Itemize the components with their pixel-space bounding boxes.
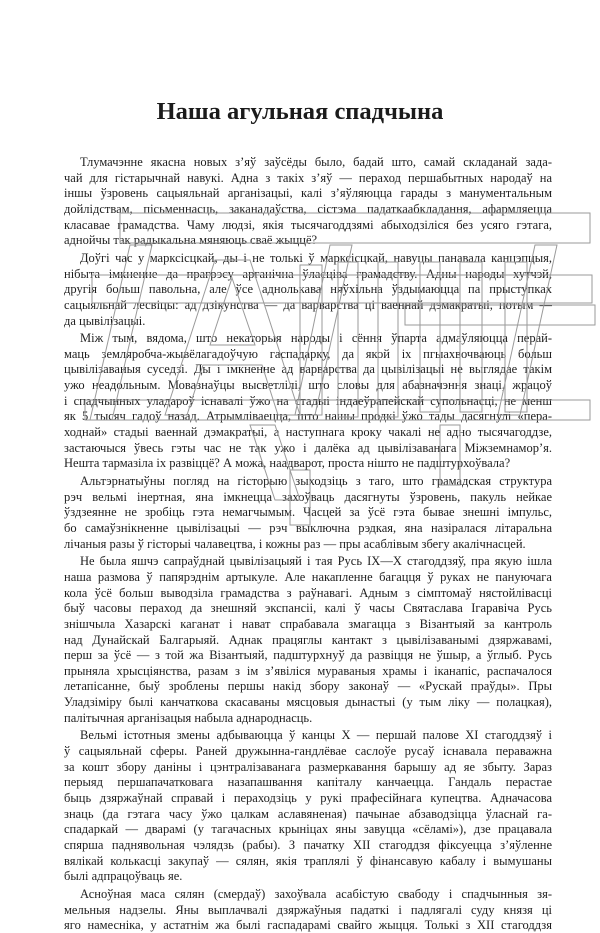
text-line: Між тым, вядома, што некаторыя народы і сёння ўпарта адмаўляюцца перай- xyxy=(80,331,552,346)
text-line: Тлумачэнне якасна новых з’яў заўсёды было, бадай што, самай складанай зада- xyxy=(80,155,552,169)
text-line: наша размова ў папярэднім артыкуле. Але накапленне багацця ў руках не пануючага xyxy=(64,569,552,584)
text-line: былі адпрацоўваць яе. xyxy=(64,869,183,884)
text-line: аднойчы так радыкальна мяняюць сваё жыццё? xyxy=(64,233,318,248)
text-line: дойлідствам, пісьменнасць, заканадаўства, сістэма падаткаабкладання, афармляецца xyxy=(64,202,552,216)
text-line: кола ўсё больш выводзіла грамадства з раўнавагі. Адным з сімптомаў нястойлівасці xyxy=(64,585,552,600)
page-title: Наша агульная спадчына xyxy=(156,98,444,125)
text-line: ў сацыяльнай сферы. Раней дружынна-гандлёвае саслоўе русаў існавала пераважна xyxy=(64,744,552,758)
text-line: Уладзіміру былі канчаткова скасаваны мясцовыя дынастыі (у тым ліку — полацкая), xyxy=(64,695,552,710)
text-line: за кошт збору даніны і цэнтралізаванага размеркавання барышу ад яе збыту. Зараз xyxy=(64,759,552,774)
text-line: мельныя надзелы. Яны выплачвалі дзяржаўныя падаткі і падлягалі суду князя ці xyxy=(64,902,552,917)
text-line: ўздзеянне не зробіць гэта немагчымым. Часцей за ўсё гэта бывае знешні імпульс, xyxy=(64,505,552,520)
text-line: сацыяльнай лесвіцы: ад дзікунства — да варварства ці ваеннай дэмакратыі, потым — xyxy=(64,297,552,312)
text-line: спярша паднявольная чэлядзь (рабы). З пачатку XII стагоддзя фіксуецца з’яўленне xyxy=(64,837,552,852)
text-line: быў часовы пераход да знешняй экспансіі, калі ў часы Святаслава Ігаравіча Русь xyxy=(64,601,552,616)
text-line: ходнай» стадыі ваеннай дэмакратыі, а наступнага кроку чакалі не адно тысячагоддзе, xyxy=(64,425,552,439)
text-line: знішчыла Хазарскі каганат і нават спрабавала змагацца з Візантыяй за кантроль xyxy=(64,616,552,631)
text-line: рэч вельмі інертная, яна імкнецца захоўваць дасягнуты ўзровень, пакуль нейкае xyxy=(64,489,552,504)
text-line: над Дунайскай Балгарыяй. Аднак працяглы кантакт з цывілізаванымі дзяржавамі, xyxy=(64,632,552,647)
text-line: іншы ўзровень сацыяльнай арганізацыі, калі з’яўляюцца гарады з манументальным xyxy=(64,186,552,201)
text-line: цывілізаваныя суседзі. Ды і імкненне ад варварства да цывілізацыі не выглядае такім xyxy=(64,362,552,377)
text-line: знаць (да гэтага часу ўжо цалкам аславяненая) пачынае абзаводзіцца ўласнай га- xyxy=(64,806,552,821)
text-line: застаючыся ўвесь гэты час не так ужо і далёка ад цывілізаванага Міжземнамор’я. xyxy=(64,440,552,455)
text-line: спадаркай — дварамі (у тагачасных крыніцах яны завуцца «сёламі»), дзе працавала xyxy=(64,822,552,837)
text-line: перыяд першапачатковага назапашвання капіталу канчаецца. Гандаль перастае xyxy=(64,775,552,790)
text-line: чай для гістарычнай навукі. Адна з такіх з’яў — пераход першабытных народаў на xyxy=(64,170,552,185)
text-line: да цывілізацыі. xyxy=(64,313,146,328)
text-line: маць земляробча-жывёлагадоўчую гаспадарку, да якой іх пгыахвочваюць больш xyxy=(64,346,552,361)
text-line: бо самаўзнікненне цывілізацыі — рэч выключна рэдкая, яна назіралася літаральна xyxy=(64,520,552,535)
text-line: вялікай колькасці закупаў — сялян, якія траплялі ў фінансавую кабалу і вымушаны xyxy=(64,853,552,868)
text-line: і спадчынных уладароў існавалі ўжо на стадыі індаеўрапейскай супольнасці, не менш xyxy=(64,393,552,408)
text-line: перш за ўсё — з той жа Візантыяй, падштурхнуў да развіцця не ўшыр, а ўглыб. Русь xyxy=(64,648,552,663)
text-line: нібыта імкненне да прагрэсу арганічна ўласціва грамадству. Адны народы хутчэй, xyxy=(64,266,552,281)
text-line: Нешта тармазіла іх развіццё? А можа, наадварот, проста нішто не падштурхоўвала? xyxy=(64,456,511,471)
text-line: яго намесніка, у астатнім жа былі гаспадарамі свайго жыцця. Толькі з XII стагоддзя xyxy=(64,918,552,933)
text-line: Доўгі час у марксісцкай, ды і не толькі ў марксісцкай, навуцы панавала канцэпцыя, xyxy=(80,250,552,265)
text-line: Не была яшчэ сапраўднай цывілізацыяй і тая Русь IX—X стагоддзяў, пра якую ішла xyxy=(80,554,552,569)
text-line: другія больш павольна, але ўсе аднолькава няўхільна ўздымаюцца па прыступках xyxy=(64,282,552,297)
text-line: як 5 тысяч гадоў назад. Атрымліваецца, што нашы продкі ўжо тады дасягнулі «пера- xyxy=(64,409,552,424)
text-line: лічаныя разы ў гісторыі чалавецтва, і кожны раз — пры асаблівым збегу акалічнасцей. xyxy=(64,536,526,551)
text-line: быць дзяржаўнай справай і пераходзіць у рукі прафесійнага купецтва. Адначасова xyxy=(64,791,552,805)
text-line: палітычная арганізацыя набыла аднароднасць. xyxy=(64,710,313,725)
text-line: Вельмі істотныя змены адбываюцца ў канцы X — першай палове XI стагоддзяў і xyxy=(80,728,552,743)
text-line: Альтэрнатыўны погляд на гісторыю зыходзіць з таго, што грамадская структура xyxy=(80,474,552,488)
text-line: класавае грамадства. Чаму людзі, якія тысячагоддзямі абыходзіліся без усяго гэтага, xyxy=(64,217,552,232)
text-line: ужо неадольным. Мовазнаўцы высветлілі, што словы для абазначэння знаці, жрацоў xyxy=(64,378,552,393)
text-line: летапісанне, быў зроблены першы накід збору законаў — «Рускай праўды». Пры xyxy=(64,679,552,694)
text-line: прыняла хрысціянства, разам з ім з’явіліся мураваныя храмы і іканапіс, распачалося xyxy=(64,663,552,678)
text-line: Асноўная маса сялян (смердаў) захоўвала асабістую свабоду і спадчынныя зя- xyxy=(80,886,552,901)
